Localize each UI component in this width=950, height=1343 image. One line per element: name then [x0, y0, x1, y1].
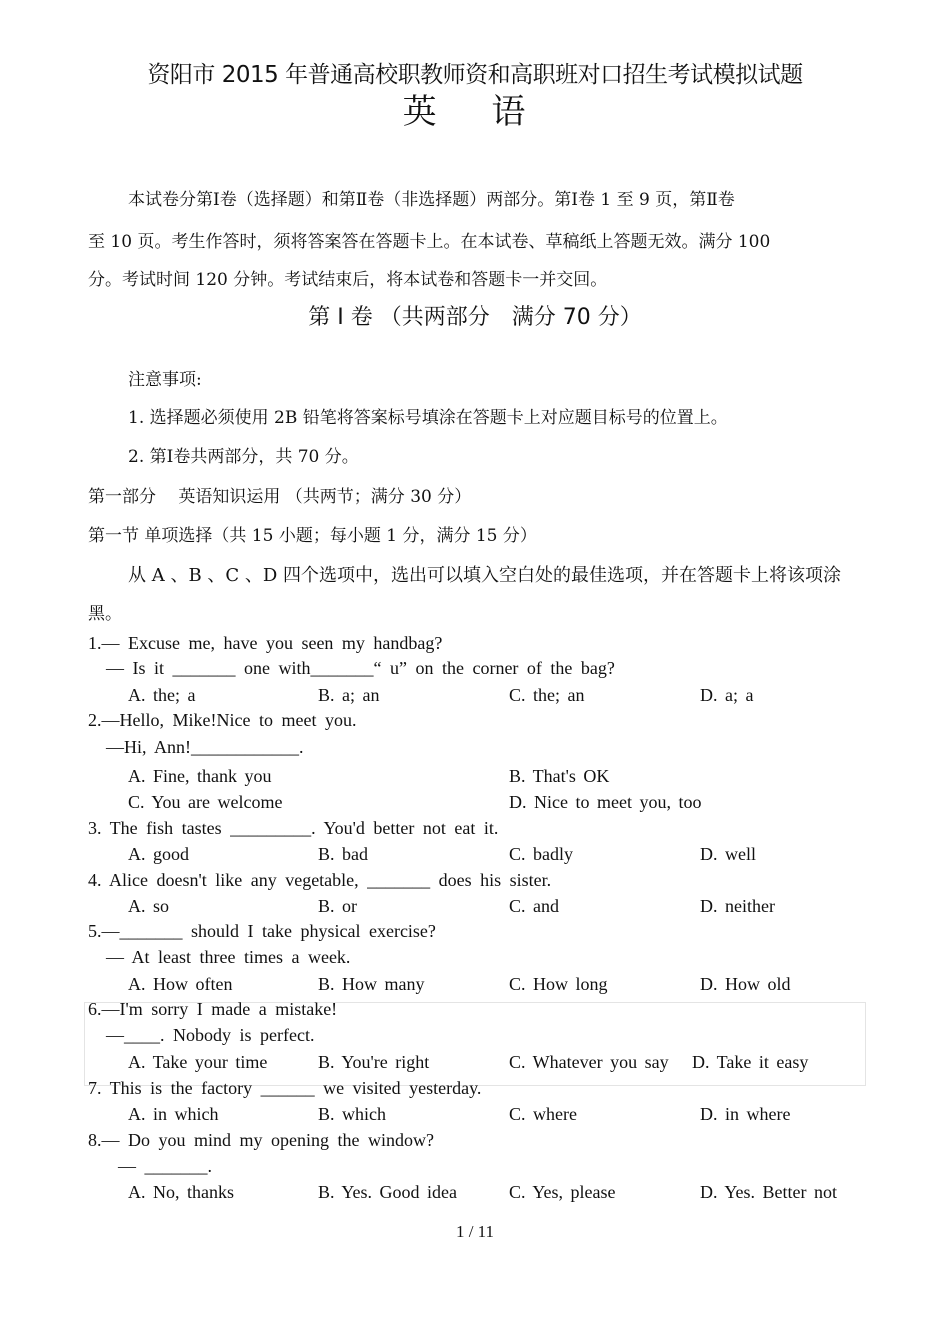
question-7-option-d[interactable]: D. in where [700, 1104, 791, 1124]
question-3-option-d[interactable]: D. well [700, 844, 756, 864]
question-6-option-b[interactable]: B. You're right [318, 1052, 430, 1072]
question-4-option-d[interactable]: D. neither [700, 896, 775, 916]
question-1-option-c[interactable]: C. the; an [509, 685, 585, 705]
question-1-option-a[interactable]: A. the; a [128, 685, 196, 705]
question-8-reply: — _______. [118, 1156, 212, 1176]
question-2-option-d[interactable]: D. Nice to meet you, too [509, 792, 702, 812]
question-5-stem: 5.—_______ should I take physical exercise? [88, 921, 436, 941]
question-1-option-b[interactable]: B. a; an [318, 685, 380, 705]
question-3-option-a[interactable]: A. good [128, 844, 189, 864]
question-4-option-b[interactable]: B. or [318, 896, 357, 916]
instructions-line-2: 黑。 [88, 604, 122, 624]
question-5-option-d[interactable]: D. How old [700, 974, 791, 994]
question-6-stem: 6.—I'm sorry I made a mistake! [88, 999, 338, 1019]
question-8-stem: 8.— Do you mind my opening the window? [88, 1130, 434, 1150]
section-heading: 第一节 单项选择（共 15 小题；每小题 1 分，满分 15 分） [88, 526, 537, 546]
exam-title: 资阳市 2015 年普通高校职教师资和高职班对口招生考试模拟试题 [147, 62, 803, 88]
subject-title: 英 语 [402, 92, 548, 132]
question-7-stem: 7. This is the factory ______ we visited yesterday. [88, 1078, 482, 1098]
part-heading: 第一部分 英语知识运用 （共两节；满分 30 分） [88, 487, 472, 507]
question-5-reply: — At least three times a week. [106, 947, 351, 967]
question-7-option-a[interactable]: A. in which [128, 1104, 219, 1124]
question-8-option-a[interactable]: A. No, thanks [128, 1182, 234, 1202]
question-1-option-d[interactable]: D. a; a [700, 685, 754, 705]
question-3-stem: 3. The fish tastes _________. You'd better not eat it. [88, 818, 499, 838]
question-6-option-d[interactable]: D. Take it easy [692, 1052, 809, 1072]
question-1-stem: 1.— Excuse me, have you seen my handbag? [88, 633, 443, 653]
question-2-reply: —Hi, Ann!____________. [106, 737, 304, 757]
notes-item-2: 2. 第Ⅰ卷共两部分，共 70 分。 [128, 447, 359, 467]
question-4-option-a[interactable]: A. so [128, 896, 170, 916]
page-number: 1 / 11 [455, 1222, 495, 1241]
question-3-option-b[interactable]: B. bad [318, 844, 368, 864]
question-8-option-b[interactable]: B. Yes. Good idea [318, 1182, 458, 1202]
question-8-option-c[interactable]: C. Yes, please [509, 1182, 616, 1202]
question-5-option-b[interactable]: B. How many [318, 974, 425, 994]
question-7-option-b[interactable]: B. which [318, 1104, 386, 1124]
intro-line-3: 分。考试时间 120 分钟。考试结束后，将本试卷和答题卡一并交回。 [88, 270, 608, 290]
question-4-stem: 4. Alice doesn't like any vegetable, _______ does his sister. [88, 870, 552, 890]
question-5-option-a[interactable]: A. How often [128, 974, 233, 994]
question-1-reply: — Is it _______ one with_______“ u” on the corner of the bag? [106, 658, 615, 678]
question-7-option-c[interactable]: C. where [509, 1104, 577, 1124]
question-2-option-c[interactable]: C. You are welcome [128, 792, 283, 812]
volume-heading: 第 Ⅰ 卷 （共两部分 满分 70 分） [308, 305, 642, 330]
intro-line-1: 本试卷分第Ⅰ卷（选择题）和第Ⅱ卷（非选择题）两部分。第Ⅰ卷 1 至 9 页，第Ⅱ卷 [128, 190, 735, 210]
question-4-option-c[interactable]: C. and [509, 896, 559, 916]
question-6-option-a[interactable]: A. Take your time [128, 1052, 268, 1072]
question-5-option-c[interactable]: C. How long [509, 974, 608, 994]
notes-title: 注意事项: [128, 370, 202, 390]
notes-item-1: 1. 选择题必须使用 2B 铅笔将答案标号填涂在答题卡上对应题目标号的位置上。 [128, 408, 728, 428]
question-2-option-b[interactable]: B. That's OK [509, 766, 610, 786]
question-3-option-c[interactable]: C. badly [509, 844, 573, 864]
intro-line-2: 至 10 页。考生作答时，须将答案答在答题卡上。在本试卷、草稿纸上答题无效。满分 100 [88, 232, 771, 252]
question-2-option-a[interactable]: A. Fine, thank you [128, 766, 272, 786]
instructions-line-1: 从 A 、B 、C 、D 四个选项中，选出可以填入空白处的最佳选项，并在答题卡上将该项涂 [128, 565, 842, 586]
question-2-stem: 2.—Hello, Mike!Nice to meet you. [88, 710, 357, 730]
question-8-option-d[interactable]: D. Yes. Better not [700, 1182, 838, 1202]
question-6-reply: —____. Nobody is perfect. [106, 1025, 315, 1045]
question-6-option-c[interactable]: C. Whatever you say [509, 1052, 669, 1072]
